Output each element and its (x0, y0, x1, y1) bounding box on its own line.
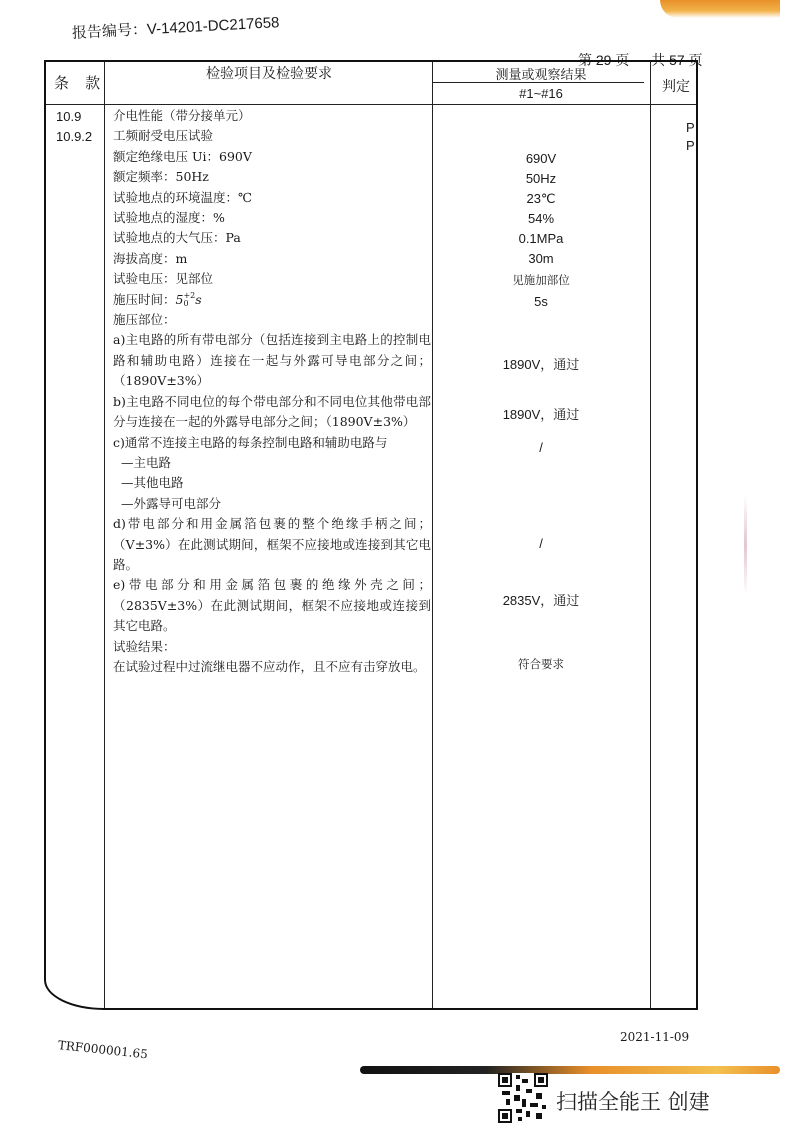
req-position-b: b)主电路不同电位的每个带电部分和不同电位其他带电部分与连接在一起的外露导电部分之间；（1890V±3%） (113, 393, 431, 430)
req-result-label: 试验结果： (113, 638, 176, 654)
req-position-c1: —主电路 (121, 454, 172, 470)
result-rated-voltage: 690V (525, 151, 557, 166)
header-item: 检验项目及检验要求 (206, 65, 332, 81)
req-position-a: a)主电路的所有带电部分（包括连接到主电路上的控制电路和辅助电路）连接在一起与外露可导电部分之间；（1890V±3%） (113, 332, 431, 389)
req-duration (113, 290, 431, 310)
req-pressure: 试验地点的大气压：Pa (113, 230, 241, 246)
req-test-voltage: 试验电压：见部位 (113, 271, 214, 287)
result-final: 符合要求 (518, 657, 564, 671)
req-title: 介电性能（带分接单元） (113, 108, 251, 123)
verdict-clause-10-9-2: P (686, 138, 695, 153)
req-altitude: 海拔高度：m (113, 250, 188, 266)
result-position-b: 1890V，通过 (502, 407, 580, 422)
result-position-d: / (539, 536, 543, 551)
document-date: 2021-11-09 (620, 1030, 690, 1044)
clause-number: 10.9.2 (56, 129, 93, 144)
verdict-clause-10-9: P (686, 120, 695, 135)
result-rated-frequency: 50Hz (525, 171, 557, 186)
qr-code-icon (498, 1073, 548, 1123)
req-duration-base: 5 (175, 291, 184, 307)
req-duration-unit: s (195, 291, 202, 307)
req-duration-sup: +2 (183, 291, 196, 301)
req-result-text: 在试验过程中过流继电器不应动作，且不应有击穿放电。 (113, 658, 426, 674)
req-position-c3: —外露导可电部分 (121, 495, 222, 511)
header-result: 测量或观察结果 (495, 67, 587, 82)
result-altitude: 30m (528, 251, 554, 266)
scanner-watermark: 扫描全能王 创建 (556, 1090, 710, 1114)
result-duration: 5s (534, 294, 548, 309)
req-duration-label: 施压时间： (113, 291, 176, 307)
header-samples: #1~#16 (519, 86, 563, 101)
clause-number: 10.9 (56, 109, 82, 124)
header-underline (46, 104, 696, 105)
result-pressure: 0.1MPa (518, 231, 564, 246)
requirements-column (113, 106, 431, 677)
scan-edge-top (660, 0, 780, 18)
result-humidity: 54% (527, 211, 555, 226)
column-divider (104, 62, 105, 1008)
req-subtitle: 工频耐受电压试验 (113, 128, 214, 144)
header-clause: 条 款 (54, 75, 107, 92)
column-divider (650, 62, 651, 1008)
req-humidity: 试验地点的湿度：% (113, 210, 225, 226)
req-rated-frequency: 额定频率：50Hz (113, 169, 209, 185)
req-position-d: d)带电部分和用金属箔包裹的整个绝缘手柄之间；（V±3%）在此测试期间，框架不应接地或连接到其它电路。 (113, 516, 431, 572)
result-ambient-temp: 23℃ (526, 191, 556, 206)
result-position-e: 2835V，通过 (502, 593, 580, 608)
req-position-c: c)通常不连接主电路的每条控制电路和辅助电路与 (113, 434, 388, 450)
clause-list (56, 107, 92, 147)
form-code: TRF000001.65 (57, 1038, 149, 1062)
req-ambient-temp: 试验地点的环境温度：℃ (113, 189, 252, 205)
req-rated-voltage: 额定绝缘电压 Ui：690V (113, 148, 252, 164)
result-position-a: 1890V，通过 (502, 357, 580, 372)
scan-edge-bottom (360, 1066, 780, 1074)
result-test-voltage: 见施加部位 (512, 273, 570, 287)
req-duration-sub: 0 (183, 299, 189, 309)
report-number: 报告编号：V-14201-DC217658 (71, 14, 280, 42)
page-number: 第 29 页 (578, 52, 630, 68)
req-position-e: e)带电部分和用金属箔包裹的绝缘外壳之间；（2835V±3%）在此测试期间，框架不应接地或连接到其它电路。 (113, 577, 431, 634)
result-position-c: / (539, 440, 543, 455)
inspection-table (44, 60, 698, 1010)
req-positions-label: 施压部位： (113, 312, 176, 328)
req-position-c2: —其他电路 (121, 475, 184, 491)
header-verdict: 判定 (662, 78, 690, 94)
page-total: 共 57 页 (651, 52, 703, 68)
scan-mark (744, 495, 747, 595)
